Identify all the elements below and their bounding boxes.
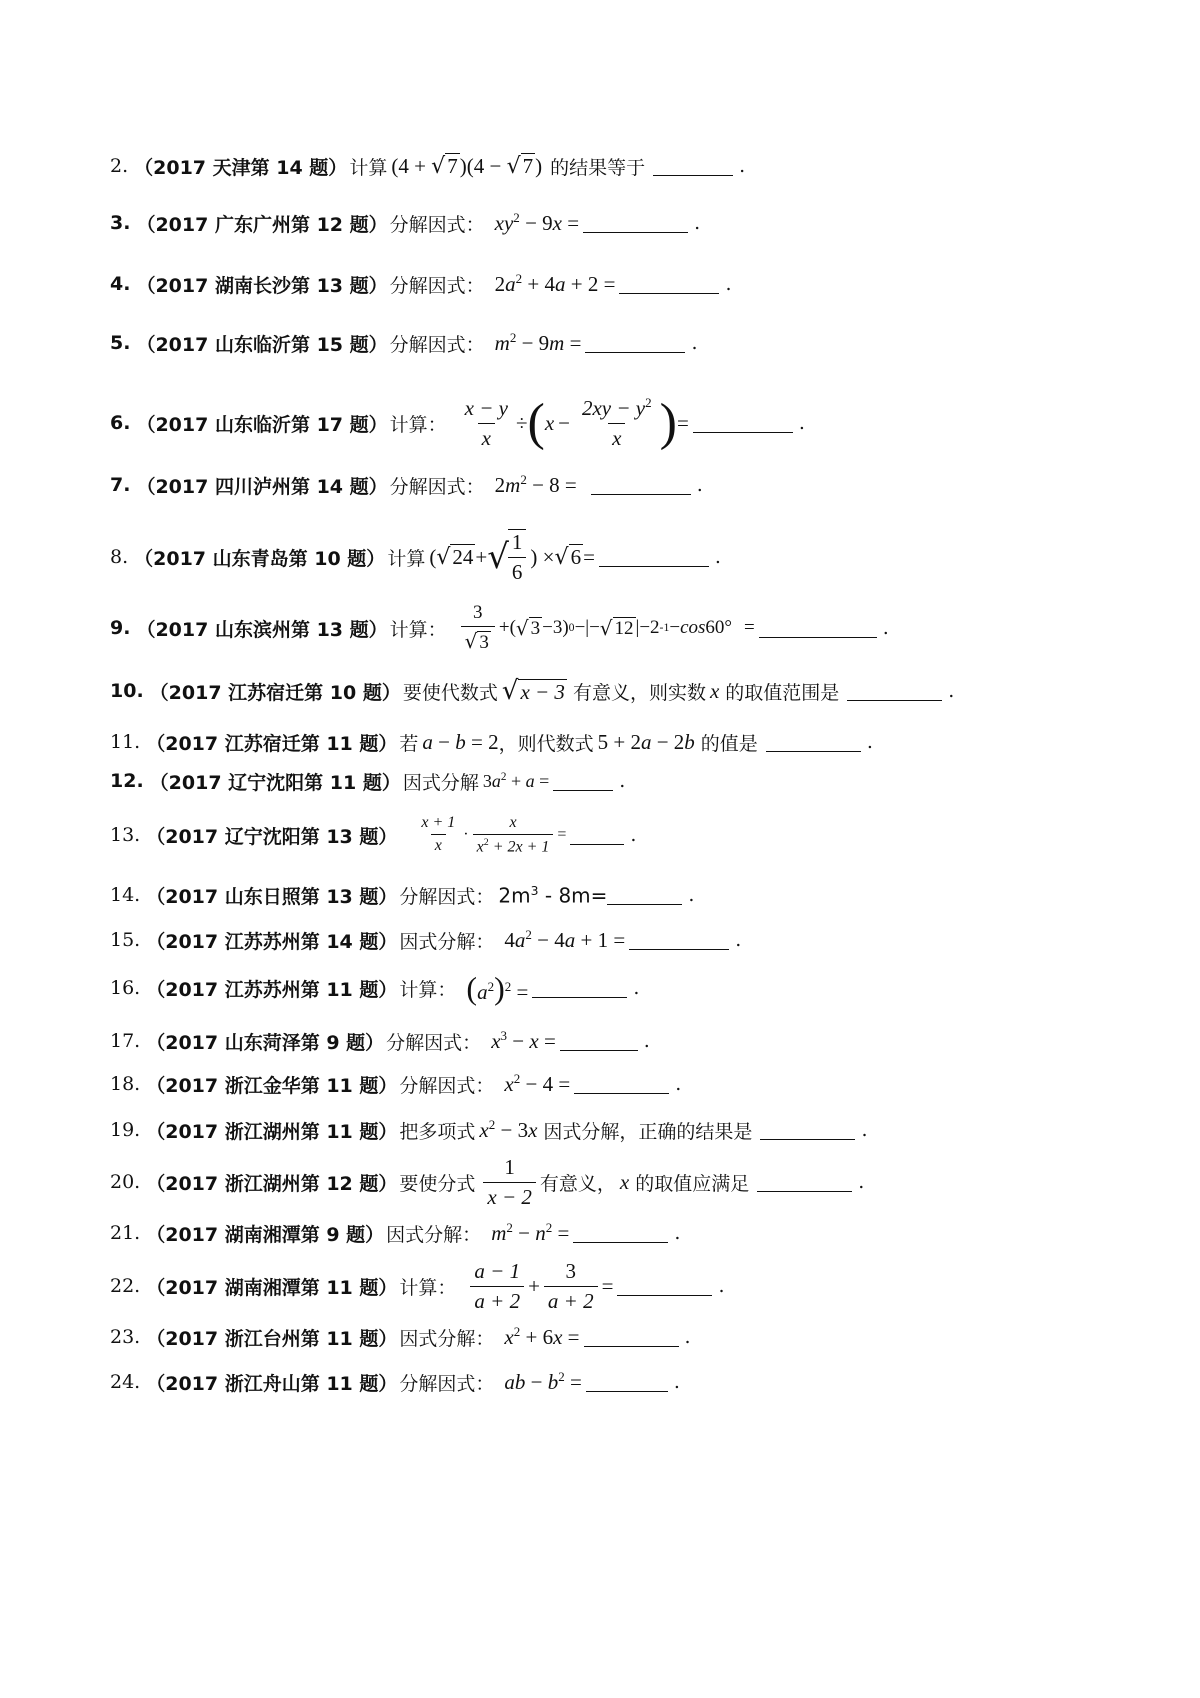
period: . (630, 824, 637, 846)
period: . (675, 1073, 682, 1095)
answer-blank[interactable] (607, 885, 682, 906)
problem-source: （2017 四川泸州第 14 题） (136, 475, 388, 498)
problem-number: 3. (110, 212, 131, 234)
math-expression: $x^3 - x$ = (491, 1028, 556, 1053)
problem-instruction: 分解因式： (386, 1031, 482, 1054)
math-expression: √x − 3 (501, 676, 565, 706)
problem-instruction: 因式分解 (402, 771, 479, 794)
problem-tail-text-2: 的取值范围是 (725, 681, 840, 704)
answer-blank[interactable] (766, 732, 861, 753)
period: . (866, 731, 873, 753)
problem-source: （2017 山东青岛第 10 题） (134, 547, 386, 570)
period: . (725, 273, 732, 295)
problem-7 (110, 455, 703, 515)
problem-instruction: 分解因式： (389, 213, 485, 236)
answer-blank[interactable] (617, 1276, 712, 1297)
problem-number: 14. (110, 884, 141, 906)
problem-number: 16. (110, 977, 141, 999)
problem-instruction: 因式分解： (399, 930, 495, 953)
problem-8 (110, 520, 721, 594)
answer-blank[interactable] (570, 825, 624, 846)
answer-blank[interactable] (586, 1372, 668, 1393)
answer-blank[interactable] (584, 1327, 679, 1348)
period: . (798, 412, 805, 434)
problem-tail-text: ，则代数式 (498, 732, 594, 755)
answer-blank[interactable] (574, 1074, 669, 1095)
problem-instruction: 若 (399, 732, 419, 755)
problem-source: （2017 湖南湘潭第 9 题） (146, 1223, 385, 1246)
problem-instruction: 分解因式： (399, 1372, 495, 1395)
math-expression: $(a^2)^2$ = (466, 969, 529, 1006)
problem-source: （2017 浙江湖州第 11 题） (146, 1120, 398, 1143)
problem-4 (110, 254, 731, 314)
math-expression: $\frac{a - 1}{a + 2}$ + $\frac{3}{a + 2}$ = (466, 1259, 613, 1314)
problem-source: （2017 天津第 14 题） (134, 156, 348, 179)
problem-instruction: 把多项式 (399, 1120, 476, 1143)
math-expression: $3a^2 + a$ = (482, 770, 550, 791)
problem-number: 4. (110, 273, 131, 295)
problem-tail-text: 有意义， (539, 1172, 616, 1195)
math-expression: ( √ 24 + √ $\frac{1}{6}$ ) × √ 6 = (429, 530, 595, 584)
problem-9 (110, 590, 889, 666)
problem-instruction: 要使分式 (399, 1172, 476, 1195)
problem-number: 23. (110, 1326, 141, 1348)
period: . (674, 1222, 681, 1244)
problem-instruction: 因式分解： (399, 1327, 495, 1350)
problem-number: 20. (110, 1171, 141, 1193)
problem-instruction: 要使代数式 (402, 681, 498, 704)
problem-instruction: 分解因式： (389, 475, 485, 498)
math-expression: ab − $b^2$ = (504, 1369, 582, 1394)
period: . (948, 680, 955, 702)
problem-source: （2017 江苏苏州第 14 题） (146, 930, 398, 953)
problem-tail-text: 的结果等于 (550, 156, 646, 179)
problem-tail-text: 因式分解，正确的结果是 (543, 1120, 753, 1143)
problem-instruction: 因式分解： (386, 1223, 482, 1246)
period: . (673, 1371, 680, 1393)
period: . (688, 884, 695, 906)
problem-number: 5. (110, 332, 131, 354)
problem-source: （2017 山东日照第 13 题） (146, 885, 398, 908)
answer-blank[interactable] (619, 274, 719, 295)
problem-number: 10. (110, 680, 144, 702)
problem-instruction: 分解因式： (399, 1074, 495, 1097)
math-expression: $\frac{x + 1}{x}$ · $\frac{x}{x^2 + 2x + 1}$ = (421, 813, 567, 856)
math-expression: a − b = 2 (422, 729, 499, 754)
problem-number: 22. (110, 1275, 141, 1297)
answer-blank[interactable] (653, 156, 733, 177)
math-expression-2: 5 + 2a − 2b (597, 729, 695, 754)
problem-source: （2017 江苏宿迁第 10 题） (149, 681, 401, 704)
math-expression: $xy^2 - 9x$ = (494, 210, 580, 235)
math-expression: $2m^3 - 8m=$ (498, 882, 608, 908)
answer-blank[interactable] (553, 771, 613, 792)
problem-source: （2017 山东临沂第 17 题） (136, 413, 388, 436)
math-variable: x (709, 678, 720, 703)
problem-number: 9. (110, 617, 131, 639)
problem-tail-text-2: 的值是 (700, 732, 758, 755)
math-expression: $2m^2 - 8$ = (494, 472, 577, 497)
problem-source: （2017 辽宁沈阳第 13 题） (146, 825, 398, 848)
problem-source: （2017 辽宁沈阳第 11 题） (149, 771, 401, 794)
problem-number: 19. (110, 1119, 141, 1141)
period: . (718, 1275, 725, 1297)
problem-instruction: 分解因式： (389, 333, 485, 356)
problem-6 (110, 383, 805, 463)
period: . (633, 977, 640, 999)
problem-source: （2017 广东广州第 12 题） (136, 213, 388, 236)
math-expression: $m^2 - n^2$ = (491, 1220, 570, 1245)
math-expression: $2a^2 + 4a + 2$ = (494, 271, 616, 296)
problem-source: （2017 山东临沂第 15 题） (136, 333, 388, 356)
problem-3 (110, 193, 700, 253)
problem-source: （2017 浙江金华第 11 题） (146, 1074, 398, 1097)
answer-blank[interactable] (583, 213, 688, 234)
period: . (696, 474, 703, 496)
problem-tail-text-2: 的取值应满足 (635, 1172, 750, 1195)
period: . (735, 929, 742, 951)
problem-source: （2017 浙江台州第 11 题） (146, 1327, 398, 1350)
math-expression: $x^2 + 6x$ = (504, 1324, 580, 1349)
problem-number: 6. (110, 412, 131, 434)
problem-number: 21. (110, 1222, 141, 1244)
problem-number: 15. (110, 929, 141, 951)
math-expression: $\frac{x - y}{x}$ ÷ ( x − $\frac{2xy - y^2}{x}$ ) = (464, 394, 689, 451)
problem-instruction: 计算 (349, 156, 388, 179)
problem-source: （2017 浙江湖州第 12 题） (146, 1172, 398, 1195)
problem-number: 8. (110, 546, 129, 568)
math-expression: $\frac{1}{x - 2}$ (479, 1155, 540, 1210)
problem-tail-text: 有意义，则实数 (572, 681, 706, 704)
problem-5 (110, 313, 697, 373)
problem-source: （2017 山东滨州第 13 题） (136, 618, 388, 641)
answer-blank[interactable] (757, 1172, 852, 1193)
problem-24 (110, 1352, 680, 1412)
period: . (714, 546, 721, 568)
problem-number: 18. (110, 1073, 141, 1095)
period: . (694, 212, 701, 234)
answer-blank[interactable] (629, 930, 729, 951)
problem-source: （2017 江苏宿迁第 11 题） (146, 732, 398, 755)
problem-16 (110, 958, 639, 1018)
period: . (684, 1326, 691, 1348)
answer-blank[interactable] (573, 1223, 668, 1244)
answer-blank[interactable] (591, 475, 691, 496)
problem-source: （2017 湖南湘潭第 11 题） (146, 1276, 398, 1299)
math-expression: $x^2 - 3x$ (479, 1117, 538, 1142)
answer-blank[interactable] (532, 978, 627, 999)
problem-number: 2. (110, 155, 129, 177)
problem-source: （2017 江苏苏州第 11 题） (146, 978, 398, 1001)
period: . (739, 155, 746, 177)
math-expression: (4 + √7)(4 − √7) (391, 154, 543, 179)
problem-number: 24. (110, 1371, 141, 1393)
answer-blank[interactable] (847, 681, 942, 702)
problem-instruction: 计算： (399, 978, 457, 1001)
period: . (619, 770, 626, 792)
math-variable: x (619, 1169, 630, 1194)
answer-blank[interactable] (585, 333, 685, 354)
math-expression: $\frac{3}{√ 3}$ +( √ 3 −3) 0 −|− √ 12 |−2 -1 − cos 60° = (457, 602, 755, 654)
problem-source: （2017 湖南长沙第 13 题） (136, 274, 388, 297)
problem-13 (110, 800, 636, 870)
period: . (861, 1119, 868, 1141)
math-expression: $m^2 - 9m$ = (494, 330, 582, 355)
problem-source: （2017 浙江舟山第 11 题） (146, 1372, 398, 1395)
period: . (882, 617, 889, 639)
period: . (691, 332, 698, 354)
problem-number: 11. (110, 731, 141, 753)
period: . (858, 1171, 865, 1193)
problem-instruction: 计算： (389, 618, 447, 641)
math-expression: $4a^2 - 4a + 1$ = (504, 927, 626, 952)
answer-blank[interactable] (759, 618, 877, 639)
problem-2 (110, 136, 745, 196)
problem-number: 13. (110, 824, 141, 846)
answer-blank[interactable] (760, 1120, 855, 1141)
period: . (643, 1030, 650, 1052)
problem-instruction: 分解因式： (389, 274, 485, 297)
problem-number: 12. (110, 770, 144, 792)
answer-blank[interactable] (599, 547, 709, 568)
problem-instruction: 计算： (399, 1276, 457, 1299)
problem-instruction: 计算： (389, 413, 447, 436)
problem-instruction: 计算 (387, 547, 426, 570)
problem-source: （2017 山东菏泽第 9 题） (146, 1031, 385, 1054)
problem-number: 7. (110, 474, 131, 496)
answer-blank[interactable] (560, 1031, 638, 1052)
problem-instruction: 分解因式： (399, 885, 495, 908)
answer-blank[interactable] (693, 413, 793, 434)
math-expression: $x^2 - 4$ = (504, 1071, 571, 1096)
problem-number: 17. (110, 1030, 141, 1052)
